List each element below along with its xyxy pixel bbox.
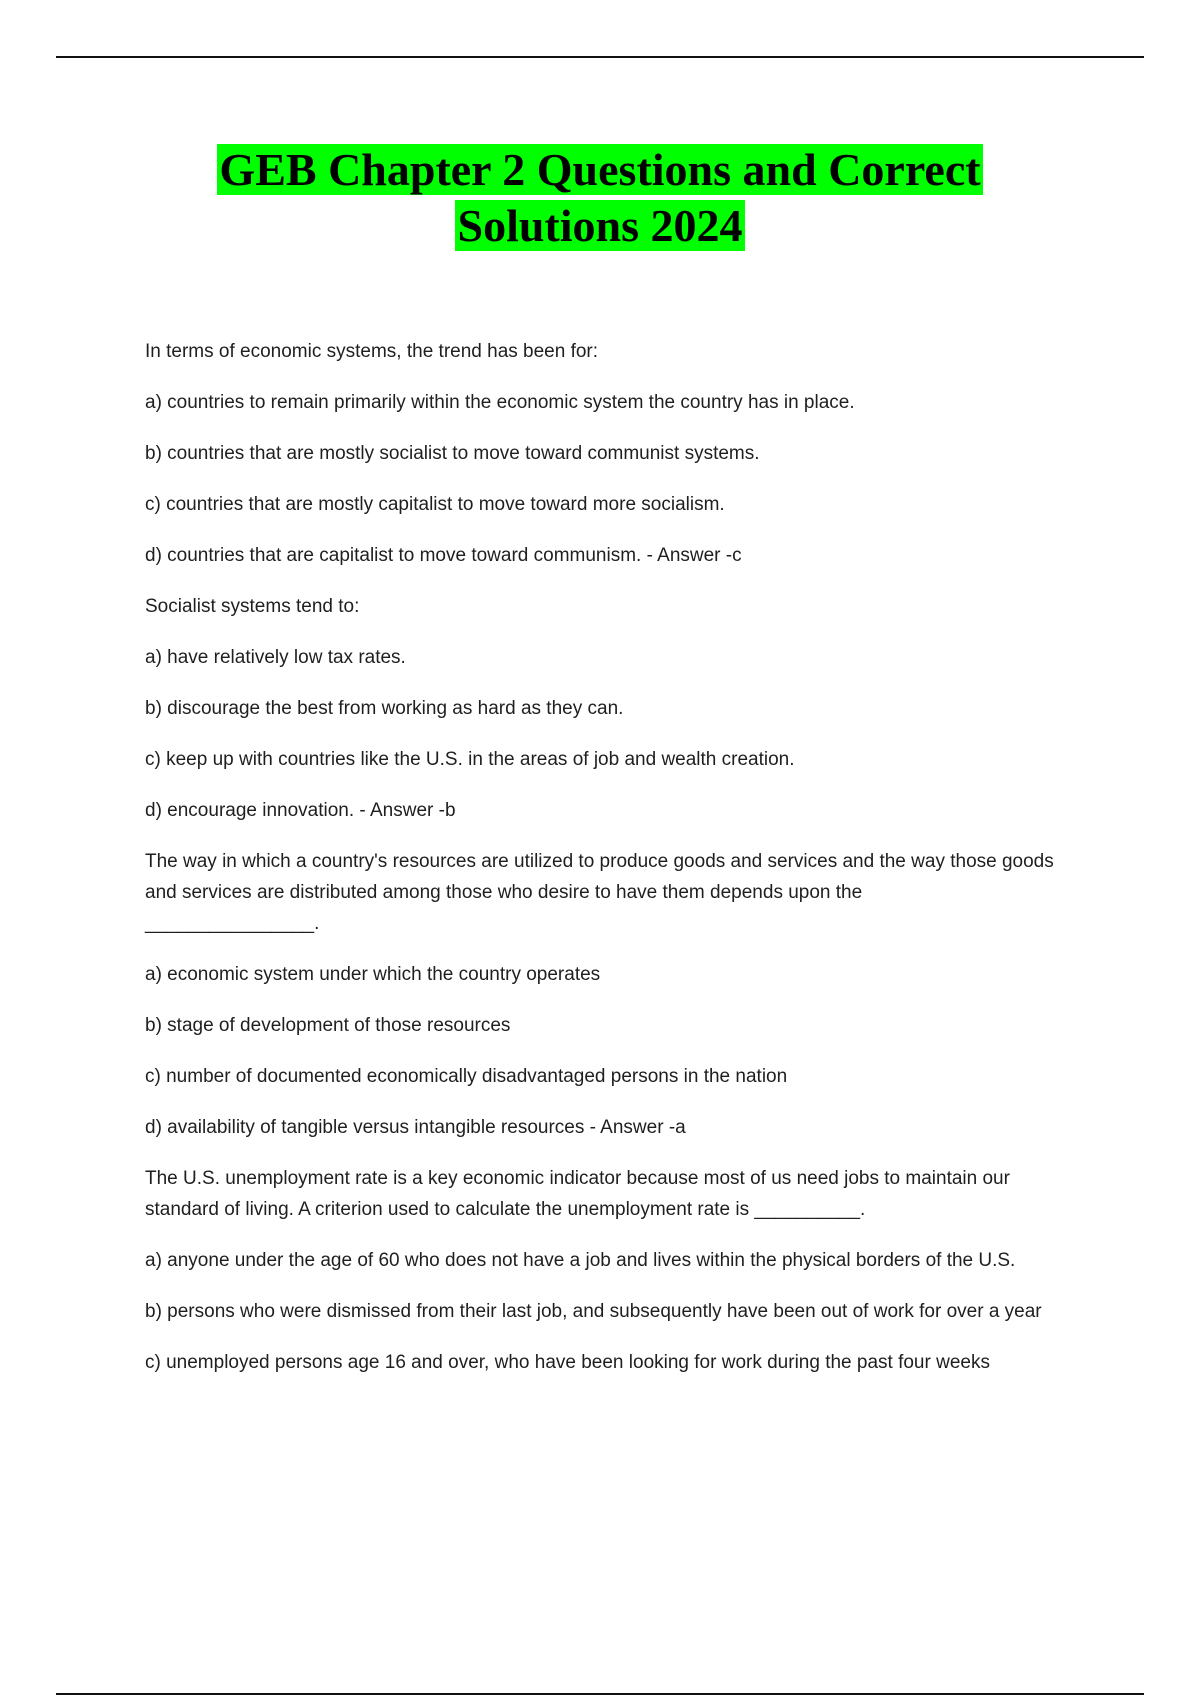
- bottom-divider: [56, 1693, 1144, 1695]
- question-3-option-b: b) stage of development of those resources: [145, 1015, 511, 1036]
- title-line-2: Solutions 2024: [457, 200, 743, 251]
- question-2-option-a: a) have relatively low tax rates.: [145, 647, 406, 668]
- question-3-option-c: c) number of documented economically disadvantaged persons in the nation: [145, 1066, 788, 1087]
- question-4-option-b: b) persons who were dismissed from their last job, and subsequently have been out of work for over a year: [145, 1301, 1042, 1322]
- document-body: [145, 336, 1080, 1398]
- question-1-option-c: c) countries that are mostly capitalist to move toward more socialism.: [145, 494, 725, 515]
- title-line-1: GEB Chapter 2 Questions and Correct: [219, 144, 981, 195]
- question-1-stem: In terms of economic systems, the trend has been for:: [145, 341, 599, 362]
- question-4-stem: The U.S. unemployment rate is a key economic indicator because most of us need jobs to maintain our standard of living. A criterion used to calculate the unemployment rate is __________.: [145, 1168, 1016, 1220]
- question-2-option-d: d) encourage innovation. - Answer -b: [145, 800, 456, 821]
- question-4-option-c: c) unemployed persons age 16 and over, who have been looking for work during the past four weeks: [145, 1352, 990, 1373]
- question-3-stem: The way in which a country's resources are utilized to produce goods and services and the way those goods and services are distributed among those who desire to have them depends upon the: [145, 851, 1060, 903]
- question-1-option-b: b) countries that are mostly socialist to move toward communist systems.: [145, 443, 760, 464]
- question-2-stem: Socialist systems tend to:: [145, 596, 360, 617]
- question-1-option-d: d) countries that are capitalist to move toward communism. - Answer -c: [145, 545, 742, 566]
- question-3-blank: ________________.: [145, 913, 320, 934]
- question-4-option-a: a) anyone under the age of 60 who does not have a job and lives within the physical borders of the U.S.: [145, 1250, 1016, 1271]
- question-3-option-d: d) availability of tangible versus intangible resources - Answer -a: [145, 1117, 686, 1138]
- question-2-option-c: c) keep up with countries like the U.S. in the areas of job and wealth creation.: [145, 749, 795, 770]
- question-2-option-b: b) discourage the best from working as hard as they can.: [145, 698, 624, 719]
- question-3-option-a: a) economic system under which the country operates: [145, 964, 601, 985]
- question-1-option-a: a) countries to remain primarily within the economic system the country has in place.: [145, 392, 855, 413]
- top-divider: [56, 56, 1144, 58]
- document-title: [100, 142, 1100, 254]
